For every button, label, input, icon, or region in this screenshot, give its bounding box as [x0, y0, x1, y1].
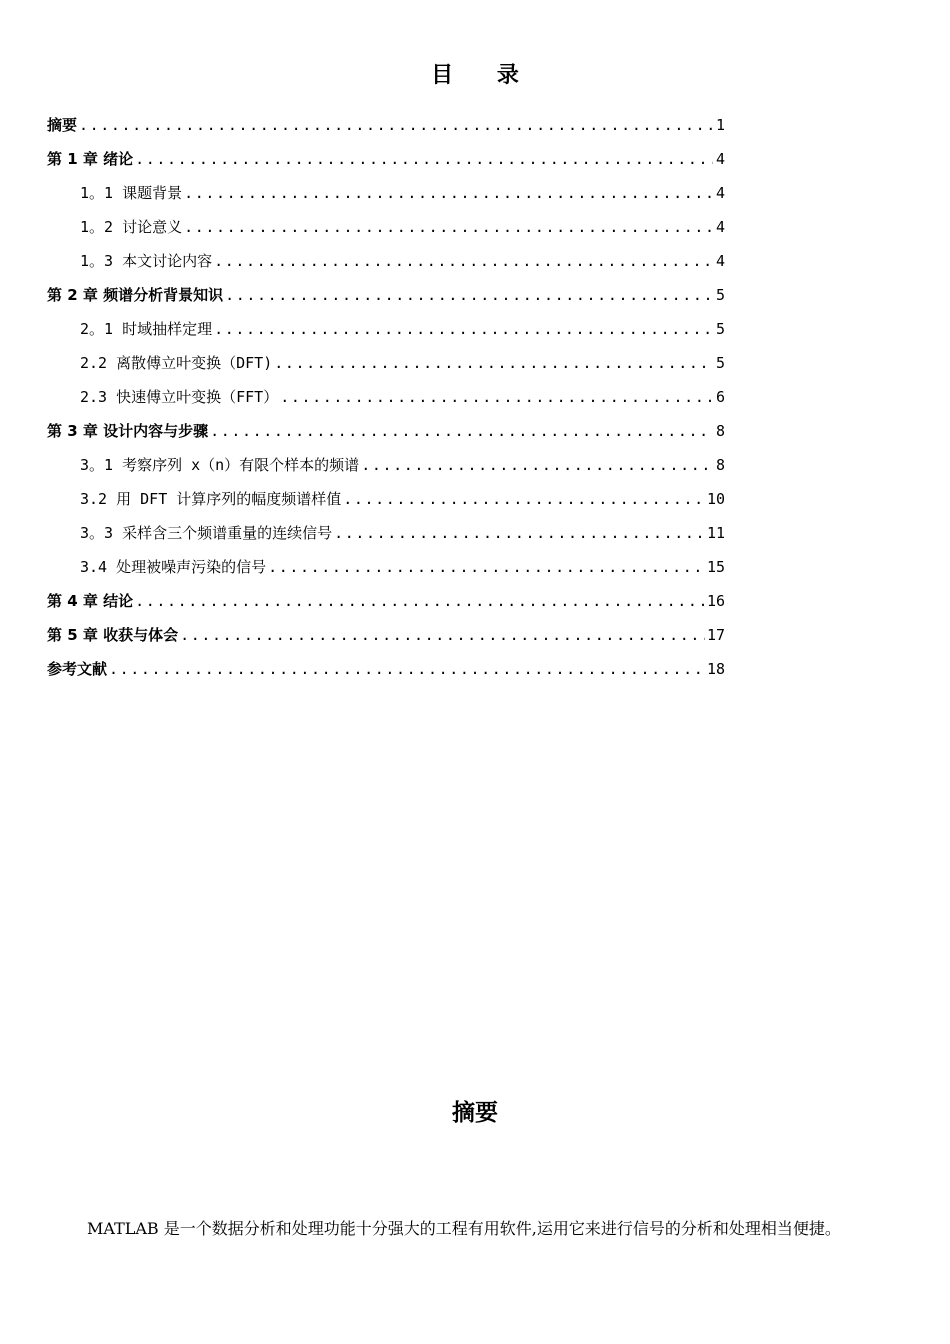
toc-leader-dots	[184, 214, 713, 240]
toc-leader-dots	[109, 656, 705, 682]
toc-entry[interactable]	[47, 316, 725, 350]
toc-leader-dots	[280, 384, 713, 410]
toc-entry-page: 8	[715, 422, 725, 440]
toc-entry-page: 6	[715, 388, 725, 406]
toc-entry[interactable]	[47, 214, 725, 248]
abstract-paragraph: MATLAB 是一个数据分析和处理功能十分强大的工程有用软件,运用它来进行信号的分析和处理相当便捷。	[87, 1219, 841, 1238]
toc-entry[interactable]	[47, 350, 725, 384]
toc-entry-label: 第 4 章 结论	[47, 592, 134, 610]
toc-leader-dots	[214, 316, 713, 342]
toc-entry[interactable]	[47, 588, 725, 622]
toc-entry-label: 第 5 章 收获与体会	[47, 626, 179, 644]
toc-entry-page: 5	[715, 286, 725, 304]
toc-entry-label: 1。1 课题背景	[80, 184, 183, 202]
toc-entry[interactable]	[47, 554, 725, 588]
toc-leader-dots	[214, 248, 713, 274]
toc-leader-dots	[135, 146, 713, 172]
toc-leader-dots	[225, 282, 713, 308]
toc-entry[interactable]	[47, 282, 725, 316]
toc-title: 目 录	[431, 63, 537, 88]
toc-entry-label: 3。1 考察序列 x（n）有限个样本的频谱	[80, 456, 360, 474]
toc-entry-label: 2。1 时域抽样定理	[80, 320, 213, 338]
toc-entry[interactable]	[47, 520, 725, 554]
toc-entry-page: 1	[715, 116, 725, 134]
toc-entry-page: 15	[706, 558, 725, 576]
toc-entry-page: 4	[715, 218, 725, 236]
toc-entry-label: 第 2 章 频谱分析背景知识	[47, 286, 224, 304]
toc-entry[interactable]	[47, 384, 725, 418]
toc-entry-label: 2.2 离散傅立叶变换（DFT)	[80, 354, 273, 372]
table-of-contents	[47, 112, 725, 690]
toc-entry-page: 10	[706, 490, 725, 508]
toc-entry[interactable]	[47, 112, 725, 146]
toc-entry-label: 2.3 快速傅立叶变换（FFT）	[80, 388, 279, 406]
toc-entry-page: 11	[706, 524, 725, 542]
toc-entry-label: 参考文献	[47, 660, 108, 678]
abstract-title: 摘要	[452, 1100, 498, 1126]
toc-leader-dots	[268, 554, 705, 580]
toc-leader-dots	[334, 520, 705, 546]
toc-entry[interactable]	[47, 146, 725, 180]
toc-leader-dots	[343, 486, 705, 512]
toc-entry-page: 17	[706, 626, 725, 644]
toc-leader-dots	[79, 112, 713, 138]
toc-entry-label: 第 3 章 设计内容与步骤	[47, 422, 209, 440]
toc-entry[interactable]	[47, 418, 725, 452]
toc-leader-dots	[184, 180, 713, 206]
toc-entry-page: 4	[715, 252, 725, 270]
toc-leader-dots	[135, 588, 705, 614]
toc-entry[interactable]	[47, 656, 725, 690]
toc-entry-page: 4	[715, 184, 725, 202]
toc-leader-dots	[361, 452, 713, 478]
toc-leader-dots	[274, 350, 713, 376]
toc-entry-label: 第 1 章 绪论	[47, 150, 134, 168]
toc-entry-label: 3。3 采样含三个频谱重量的连续信号	[80, 524, 333, 542]
toc-entry[interactable]	[47, 486, 725, 520]
toc-entry[interactable]	[47, 622, 725, 656]
toc-entry[interactable]	[47, 452, 725, 486]
toc-entry[interactable]	[47, 248, 725, 282]
toc-entry-page: 18	[706, 660, 725, 678]
toc-entry-label: 摘要	[47, 116, 78, 134]
toc-entry-page: 5	[715, 320, 725, 338]
toc-entry-label: 1。3 本文讨论内容	[80, 252, 213, 270]
toc-leader-dots	[210, 418, 713, 444]
toc-entry-page: 4	[715, 150, 725, 168]
toc-entry-label: 3.4 处理被噪声污染的信号	[80, 558, 267, 576]
toc-entry-page: 8	[715, 456, 725, 474]
toc-entry-label: 1。2 讨论意义	[80, 218, 183, 236]
toc-leader-dots	[180, 622, 705, 648]
toc-entry-page: 5	[715, 354, 725, 372]
toc-entry-page: 16	[706, 592, 725, 610]
toc-entry-label: 3.2 用 DFT 计算序列的幅度频谱样值	[80, 490, 342, 508]
toc-entry[interactable]	[47, 180, 725, 214]
